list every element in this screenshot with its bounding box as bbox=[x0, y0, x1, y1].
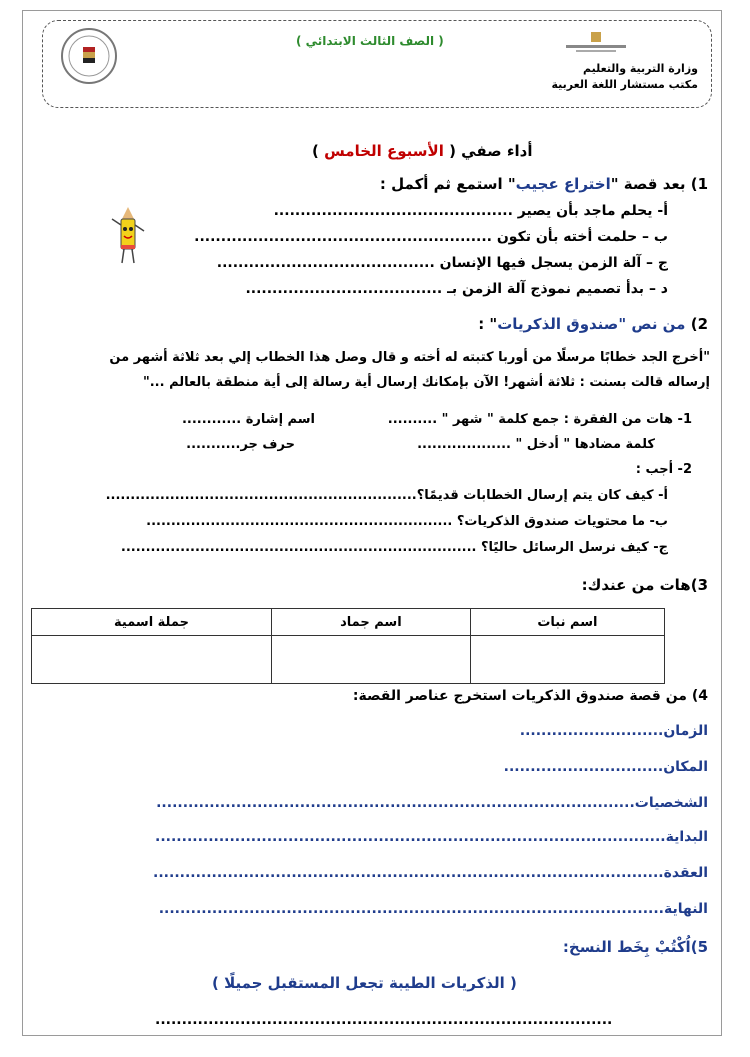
q4-item-ending bbox=[159, 901, 708, 917]
q2-sub1-c: كلمة مضادها " أدخل " ................... bbox=[417, 437, 655, 452]
q4-item-plot bbox=[153, 865, 708, 881]
q2-sub2-item-b: ب- ما محتويات صندوق الذكريات؟ .............................................................. bbox=[146, 514, 668, 529]
q1-story: اختراع عجيب bbox=[515, 175, 611, 193]
q3-header-plant: اسم نبات bbox=[470, 609, 664, 636]
q1-heading bbox=[380, 175, 708, 193]
q1-item-a: أ- يحلم ماجد بأن يصير ............................................. bbox=[273, 203, 668, 219]
q4-dots: ............................................................................................... bbox=[158, 901, 664, 917]
q4-dots: ........................... bbox=[519, 723, 664, 739]
q5-title: 5)اُكْتُبْ بِخَط النسخ: bbox=[562, 938, 708, 956]
q3-table-header-row bbox=[32, 609, 665, 636]
q4-label: البداية bbox=[665, 829, 708, 845]
q3-heading: 3)هات من عندك: bbox=[581, 576, 708, 594]
q4-label: العقدة bbox=[663, 865, 708, 881]
q1-number: 1) bbox=[690, 175, 708, 193]
q2-text-title: صندوق الذكريات bbox=[497, 315, 619, 333]
title-suffix: ) bbox=[312, 142, 319, 160]
q3-header-sentence: جملة اسمية bbox=[32, 609, 272, 636]
q3-header-object: اسم جماد bbox=[271, 609, 470, 636]
grade-label: ( الصف الثالث الابتدائي ) bbox=[296, 34, 444, 48]
q2-passage-line2: إرساله قالت بسنت : ثلاثة أشهر! الآن بإمكانك إرسال أية رسالة إلى أية منطقة بالعالم ..." bbox=[142, 375, 710, 390]
q2-outro: " : bbox=[478, 315, 498, 333]
q2-intro: من نص " bbox=[618, 315, 686, 333]
pencil-mascot-image bbox=[108, 205, 148, 267]
q2-sub1-a: 1- هات من الفقرة : جمع كلمة " شهر " .......... bbox=[387, 412, 692, 427]
q4-item-beginning bbox=[155, 829, 708, 845]
q4-label: الزمان bbox=[663, 723, 708, 739]
q4-item-characters bbox=[156, 795, 708, 811]
q1-item-b: ب – حلمت أخته بأن تكون ........................................................ bbox=[194, 229, 668, 245]
q4-label: النهاية bbox=[663, 901, 708, 917]
q4-label: المكان bbox=[663, 759, 708, 775]
q4-dots: .......................................................................................... bbox=[156, 795, 635, 811]
q5-answer-line[interactable]: ...................................................................................... bbox=[155, 1012, 613, 1028]
q3-answer-sentence[interactable] bbox=[32, 636, 272, 684]
title-week: الأسبوع الخامس bbox=[324, 142, 444, 160]
q1-outro: " استمع ثم أكمل : bbox=[379, 175, 516, 193]
q2-heading bbox=[478, 315, 708, 333]
q3-table bbox=[31, 608, 665, 684]
ministry-seal-logo bbox=[60, 27, 118, 85]
ministry-name: وزارة التربية والتعليم bbox=[583, 62, 698, 75]
q5-sentence: ( الذكريات الطيبة تجعل المستقبل جميلًا ) bbox=[212, 974, 517, 992]
q1-intro: بعد قصة " bbox=[610, 175, 686, 193]
title-prefix: أداء صفي ( bbox=[449, 142, 533, 160]
q2-sub2-item-c: ج- كيف نرسل الرسائل حاليًا؟ ........................................................................ bbox=[120, 540, 668, 555]
q5-heading bbox=[563, 938, 708, 956]
q2-sub1-b: اسم إشارة ............ bbox=[181, 412, 315, 427]
q3-answer-plant[interactable] bbox=[470, 636, 664, 684]
q4-dots: ................................................................................................ bbox=[155, 829, 666, 845]
q1-item-d: د – بدأ تصميم نموذج آلة الزمن بـ ..................................... bbox=[245, 281, 668, 297]
q3-table-answer-row bbox=[32, 636, 665, 684]
q4-heading: 4) من قصة صندوق الذكريات استخرج عناصر القصة: bbox=[352, 688, 708, 704]
q2-passage-line1: "أخرج الجد خطابًا مرسلًا من أوربا كتبته له أخته و قال وصل هذا الخطاب إلي بعد ثلاثة أشهر من bbox=[109, 350, 710, 365]
office-name: مكتب مستشار اللغة العربية bbox=[551, 78, 698, 91]
q4-item-place bbox=[504, 759, 708, 775]
q2-sub1-d: حرف جر........... bbox=[186, 437, 295, 452]
q4-dots: .............................. bbox=[503, 759, 664, 775]
q4-item-time bbox=[520, 723, 708, 739]
q4-dots: ................................................................................................ bbox=[153, 865, 664, 881]
q3-answer-object[interactable] bbox=[271, 636, 470, 684]
q2-sub2-item-a: أ- كيف كان يتم إرسال الخطابات قديمًا؟............................................................... bbox=[105, 488, 668, 503]
q2-sub2-title: 2- أجب : bbox=[635, 462, 692, 477]
eagle-emblem-logo bbox=[566, 30, 626, 54]
q2-number: 2) bbox=[690, 315, 708, 333]
q1-item-c: ج – آلة الزمن يسجل فيها الإنسان ......................................... bbox=[216, 255, 668, 271]
page-title bbox=[312, 142, 533, 160]
q4-label: الشخصيات bbox=[634, 795, 708, 811]
